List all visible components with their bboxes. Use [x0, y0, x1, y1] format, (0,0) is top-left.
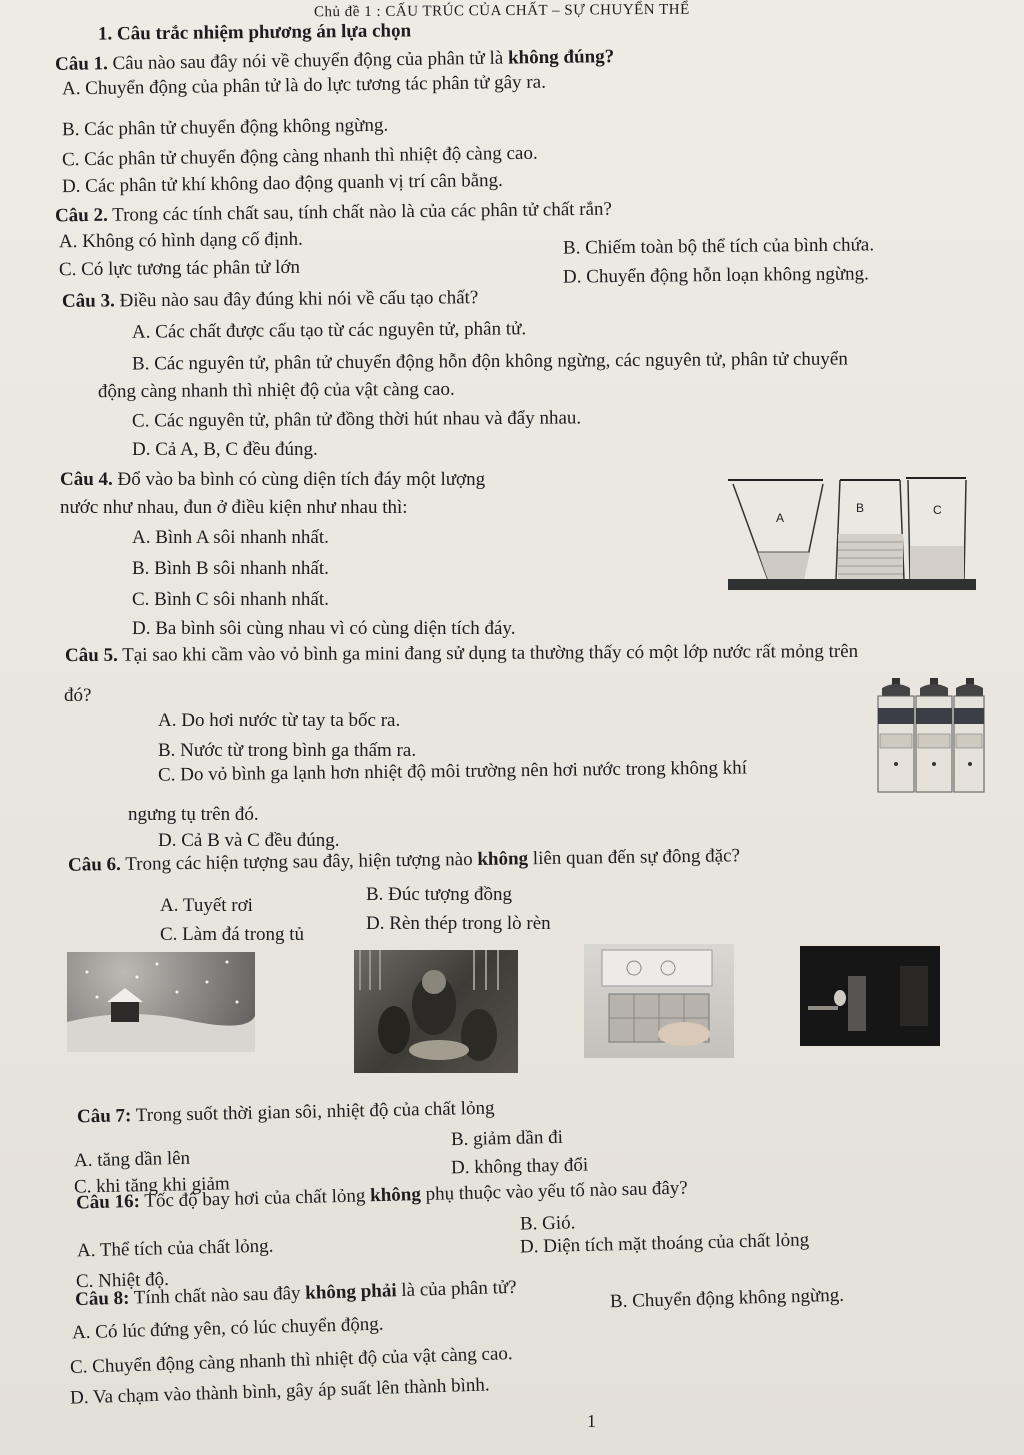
- question-6-text: Trong các hiện tượng sau đây, hiện tượng nào: [125, 849, 473, 875]
- question-7-label: Câu 7:: [76, 1105, 132, 1128]
- q7-option-c: C. khi tăng khi giảm: [73, 1173, 230, 1198]
- question-16-text-end: phụ thuộc vào yếu tố nào sau đây?: [425, 1177, 688, 1205]
- question-1-text: Câu nào sau đây nói về chuyển động của phân tử là: [112, 47, 504, 75]
- question-3: [62, 287, 479, 313]
- page-number: 1: [587, 1411, 596, 1431]
- snowfall-photo: [67, 952, 255, 1052]
- q3-option-b-line2: động càng nhanh thì nhiệt độ của vật càng cao.: [97, 378, 455, 403]
- q4-option-d: D. Ba bình sôi cùng nhau vì có cùng diện tích đáy.: [132, 618, 516, 639]
- q1-option-b: B. Các phân tử chuyển động không ngừng.: [61, 114, 389, 141]
- gas-canister: [878, 678, 914, 792]
- heating-plate: [728, 579, 976, 590]
- container-b-label: B: [856, 501, 865, 515]
- question-2: [55, 199, 612, 228]
- q5-option-c-line1: C. Do vỏ bình ga lạnh hơn nhiệt độ môi trường nên hơi nước trong không khí: [157, 757, 748, 786]
- q4-option-b: B. Bình B sôi nhanh nhất.: [132, 558, 329, 579]
- q6-option-a: A. Tuyết rơi: [160, 895, 253, 916]
- question-3-label: Câu 3.: [61, 290, 115, 312]
- question-1-label: Câu 1.: [54, 53, 108, 75]
- gas-canisters-figure: [870, 678, 985, 796]
- bronze-casting-photo: [354, 950, 518, 1073]
- freezer-ice-tray-photo: [584, 944, 734, 1058]
- question-2-text: Trong các tính chất sau, tính chất nào là của các phân tử chất rắn?: [112, 198, 613, 226]
- container-c: [906, 478, 966, 580]
- q5-option-d: D. Cả B và C đều đúng.: [158, 830, 340, 851]
- question-4-text: Đổ vào ba bình có cùng diện tích đáy một lượng: [117, 469, 486, 490]
- q16-option-d: D. Diện tích mặt thoáng của chất lỏng: [519, 1229, 810, 1258]
- question-16-label: Câu 16:: [75, 1190, 141, 1214]
- container-b: [836, 480, 904, 580]
- question-1-emphasis: không đúng?: [507, 46, 615, 69]
- q6-option-b: B. Đúc tượng đồng: [366, 884, 512, 905]
- q5-option-c-line2: ngưng tụ trên đó.: [128, 804, 259, 825]
- question-8-text: Tính chất nào sau đây: [133, 1282, 301, 1309]
- question-8-text-end: là của phân tử?: [401, 1276, 517, 1302]
- q7-option-b: B. giảm dần đi: [450, 1126, 564, 1151]
- q5-option-a: A. Do hơi nước từ tay ta bốc ra.: [158, 710, 401, 731]
- question-3-text: Điều nào sau đây đúng khi nói về cấu tạo chất?: [119, 287, 479, 312]
- q2-option-a: A. Không có hình dạng cố định.: [58, 228, 303, 253]
- q8-option-b: B. Chuyển động không ngừng.: [609, 1284, 845, 1313]
- question-8-emphasis: không phải: [304, 1280, 397, 1304]
- q3-option-c: C. Các nguyên tử, phân tử đồng thời hút nhau và đẩy nhau.: [131, 407, 582, 432]
- question-5-line2: đó?: [64, 685, 92, 706]
- section-title: 1. Câu trắc nhiệm phương án lựa chọn: [97, 20, 412, 45]
- q8-option-d: D. Va chạm vào thành bình, gây áp suất lên thành bình.: [69, 1374, 490, 1409]
- question-5-label: Câu 5.: [64, 644, 118, 667]
- q6-option-d: D. Rèn thép trong lò rèn: [366, 913, 551, 934]
- forge-photo: [800, 946, 940, 1046]
- q16-option-a: A. Thể tích của chất lỏng.: [76, 1235, 274, 1262]
- q8-option-a: A. Có lúc đứng yên, có lúc chuyển động.: [71, 1313, 384, 1344]
- question-16-text: Tốc độ bay hơi của chất lỏng: [144, 1185, 366, 1212]
- question-8-label: Câu 8:: [74, 1287, 130, 1311]
- container-c-label: C: [933, 503, 942, 517]
- gas-canister: [954, 678, 984, 792]
- q2-option-b: B. Chiếm toàn bộ thể tích của bình chứa.: [562, 234, 875, 259]
- q3-option-a: A. Các chất được cấu tạo từ các nguyên tử, phân tử.: [131, 318, 527, 343]
- q7-option-d: D. không thay đổi: [450, 1154, 589, 1179]
- q1-option-d: D. Các phân tử khí không dao động quanh vị trí cân bằng.: [61, 169, 504, 198]
- q4-option-c: C. Bình C sôi nhanh nhất.: [132, 589, 329, 610]
- question-4-line1: [60, 469, 485, 491]
- q2-option-d: D. Chuyển động hỗn loạn không ngừng.: [562, 263, 869, 288]
- q1-option-c: C. Các phân tử chuyển động càng nhanh thì nhiệt độ càng cao.: [61, 142, 538, 171]
- question-7-text: Trong suốt thời gian sôi, nhiệt độ của chất lỏng: [135, 1097, 495, 1127]
- question-2-label: Câu 2.: [54, 204, 108, 227]
- q4-option-a: A. Bình A sôi nhanh nhất.: [132, 527, 329, 548]
- question-16-emphasis: không: [369, 1184, 422, 1207]
- container-a-label: A: [776, 511, 785, 525]
- question-4-label: Câu 4.: [60, 469, 113, 490]
- question-6-label: Câu 6.: [67, 853, 121, 876]
- q16-option-b: B. Gió.: [519, 1212, 576, 1235]
- question-6-text-end: liên quan đến sự đông đặc?: [532, 845, 741, 870]
- question-6-emphasis: không: [477, 848, 529, 870]
- q3-option-b-line1: B. Các nguyên tử, phân tử chuyển động hỗn độn không ngừng, các nguyên tử, phân tử chuyển: [131, 348, 848, 375]
- containers-figure: [728, 472, 978, 594]
- q6-option-c: C. Làm đá trong tủ: [160, 924, 305, 945]
- question-7: [77, 1098, 495, 1129]
- question-5-line1: [65, 641, 858, 667]
- q7-option-a: A. tăng dần lên: [73, 1147, 191, 1172]
- question-4-line2: nước như nhau, đun ở điều kiện như nhau thì:: [60, 497, 408, 518]
- q16-option-c: C. Nhiệt độ.: [75, 1268, 170, 1293]
- q1-option-a: A. Chuyển động của phân tử là do lực tương tác phân tử gây ra.: [61, 71, 547, 100]
- gas-canister: [916, 678, 952, 792]
- page-header: Chủ đề 1 : CẤU TRÚC CỦA CHẤT – SỰ CHUYỂN THỂ: [313, 1, 690, 21]
- q2-option-c: C. Có lực tương tác phân tử lớn: [58, 256, 301, 281]
- q5-option-b: B. Nước từ trong bình ga thấm ra.: [158, 740, 417, 761]
- container-a: [728, 480, 823, 580]
- q8-option-c: C. Chuyển động càng nhanh thì nhiệt độ của vật càng cao.: [69, 1343, 513, 1378]
- question-5-text: Tại sao khi cầm vào vỏ bình ga mini đang sử dụng ta thường thấy có một lớp nước rất mỏng trên: [122, 640, 859, 666]
- q3-option-d: D. Cả A, B, C đều đúng.: [132, 439, 318, 460]
